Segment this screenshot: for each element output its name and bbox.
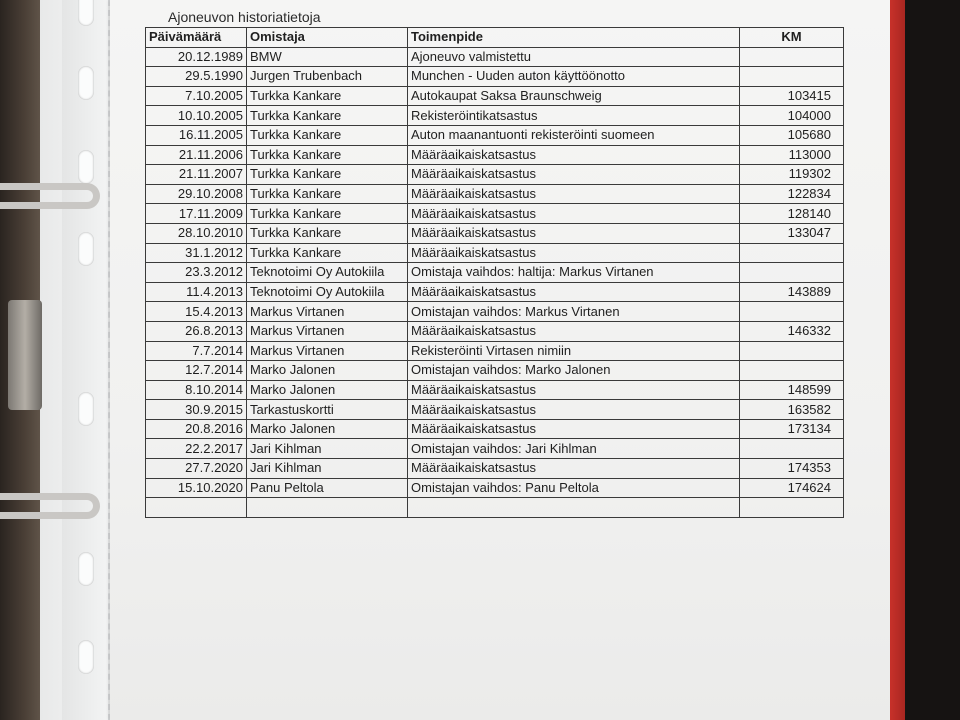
cell-date: 30.9.2015 (146, 400, 247, 420)
cell-km: 104000 (740, 106, 844, 126)
cell-owner: Turkka Kankare (247, 204, 408, 224)
cell-km (740, 439, 844, 459)
cell-action: Omistajan vaihdos: Panu Peltola (408, 478, 740, 498)
cell-action: Määräaikaiskatsastus (408, 321, 740, 341)
cell-km: 146332 (740, 321, 844, 341)
table-row (146, 204, 844, 224)
cell-owner: Turkka Kankare (247, 106, 408, 126)
cell-km: 103415 (740, 86, 844, 106)
cell-action: Auton maanantuonti rekisteröinti suomeen (408, 125, 740, 145)
header-owner: Omistaja (247, 28, 408, 48)
punch-hole (78, 0, 94, 26)
cell-km: 122834 (740, 184, 844, 204)
cell-action: Määräaikaiskatsastus (408, 419, 740, 439)
cell-km: 105680 (740, 125, 844, 145)
cell-date: 7.7.2014 (146, 341, 247, 361)
cell-owner (247, 498, 408, 518)
cell-km: 119302 (740, 165, 844, 185)
table-row (146, 86, 844, 106)
cell-owner: Markus Virtanen (247, 321, 408, 341)
table-row (146, 341, 844, 361)
punch-hole (78, 640, 94, 674)
cell-action: Määräaikaiskatsastus (408, 400, 740, 420)
cell-action: Omistajan vaihdos: Marko Jalonen (408, 361, 740, 381)
cell-owner: Turkka Kankare (247, 145, 408, 165)
table-row (146, 321, 844, 341)
cell-action: Rekisteröinti Virtasen nimiin (408, 341, 740, 361)
table-row (146, 67, 844, 87)
table-row (146, 282, 844, 302)
cell-owner: Teknotoimi Oy Autokiila (247, 263, 408, 283)
table-row (146, 380, 844, 400)
cell-km (740, 243, 844, 263)
cell-owner: Jari Kihlman (247, 459, 408, 479)
cell-owner: Turkka Kankare (247, 125, 408, 145)
cell-action: Rekisteröintikatsastus (408, 106, 740, 126)
table-row (146, 302, 844, 322)
cell-km: 133047 (740, 223, 844, 243)
cell-owner: Turkka Kankare (247, 86, 408, 106)
cell-date: 20.8.2016 (146, 419, 247, 439)
cell-owner: Teknotoimi Oy Autokiila (247, 282, 408, 302)
cell-date: 20.12.1989 (146, 47, 247, 67)
cell-km: 174353 (740, 459, 844, 479)
table-body (146, 47, 844, 517)
cell-owner: Tarkastuskortti (247, 400, 408, 420)
binder-ring (0, 183, 100, 209)
table-row (146, 459, 844, 479)
table-row (146, 125, 844, 145)
cell-km: 148599 (740, 380, 844, 400)
table-row (146, 498, 844, 518)
cell-action: Omistajan vaihdos: Jari Kihlman (408, 439, 740, 459)
cell-owner: Turkka Kankare (247, 184, 408, 204)
cell-km: 143889 (740, 282, 844, 302)
cell-date: 29.5.1990 (146, 67, 247, 87)
table-row (146, 223, 844, 243)
cell-owner: Marko Jalonen (247, 380, 408, 400)
cell-action: Määräaikaiskatsastus (408, 459, 740, 479)
cell-owner: Turkka Kankare (247, 223, 408, 243)
binder-ring (0, 493, 100, 519)
table-row (146, 361, 844, 381)
background-surface (905, 0, 960, 720)
cell-action: Määräaikaiskatsastus (408, 380, 740, 400)
cell-owner: Markus Virtanen (247, 341, 408, 361)
table-row (146, 400, 844, 420)
cell-km (740, 67, 844, 87)
cell-date: 11.4.2013 (146, 282, 247, 302)
cell-km (740, 302, 844, 322)
table-row (146, 145, 844, 165)
cell-date: 27.7.2020 (146, 459, 247, 479)
cell-action: Määräaikaiskatsastus (408, 243, 740, 263)
cell-date: 23.3.2012 (146, 263, 247, 283)
cell-km: 174624 (740, 478, 844, 498)
cell-owner: Jari Kihlman (247, 439, 408, 459)
cell-owner: Turkka Kankare (247, 243, 408, 263)
cell-km (740, 498, 844, 518)
cell-action: Ajoneuvo valmistettu (408, 47, 740, 67)
cell-date: 26.8.2013 (146, 321, 247, 341)
cell-owner: Jurgen Trubenbach (247, 67, 408, 87)
table-row (146, 106, 844, 126)
cell-km (740, 47, 844, 67)
cell-action: Omistajan vaihdos: Markus Virtanen (408, 302, 740, 322)
table-row (146, 184, 844, 204)
cell-date: 21.11.2006 (146, 145, 247, 165)
table-header-row (146, 28, 844, 48)
table-row (146, 439, 844, 459)
cell-date (146, 498, 247, 518)
header-date: Päivämäärä (146, 28, 247, 48)
cell-action: Määräaikaiskatsastus (408, 204, 740, 224)
cell-km: 163582 (740, 400, 844, 420)
cell-date: 10.10.2005 (146, 106, 247, 126)
table-row (146, 243, 844, 263)
cell-date: 21.11.2007 (146, 165, 247, 185)
punch-hole (78, 552, 94, 586)
cell-date: 16.11.2005 (146, 125, 247, 145)
cell-action (408, 498, 740, 518)
cell-action: Määräaikaiskatsastus (408, 145, 740, 165)
punch-hole (78, 66, 94, 100)
cell-date: 31.1.2012 (146, 243, 247, 263)
cell-owner: Markus Virtanen (247, 302, 408, 322)
binder-mechanism (8, 300, 42, 410)
cell-km (740, 361, 844, 381)
cell-date: 15.10.2020 (146, 478, 247, 498)
cell-km (740, 263, 844, 283)
cell-owner: Marko Jalonen (247, 361, 408, 381)
punch-hole (78, 392, 94, 426)
cell-action: Munchen - Uuden auton käyttöönotto (408, 67, 740, 87)
cell-date: 29.10.2008 (146, 184, 247, 204)
cell-km: 128140 (740, 204, 844, 224)
punch-hole (78, 150, 94, 184)
table-row (146, 263, 844, 283)
cell-date: 17.11.2009 (146, 204, 247, 224)
cell-date: 8.10.2014 (146, 380, 247, 400)
cell-owner: Marko Jalonen (247, 419, 408, 439)
header-action: Toimenpide (408, 28, 740, 48)
cell-date: 28.10.2010 (146, 223, 247, 243)
cell-date: 12.7.2014 (146, 361, 247, 381)
vehicle-history-table (145, 27, 844, 518)
cell-action: Määräaikaiskatsastus (408, 165, 740, 185)
document-title: Ajoneuvon historiatietoja (168, 9, 321, 25)
cell-date: 7.10.2005 (146, 86, 247, 106)
cell-action: Autokaupat Saksa Braunschweig (408, 86, 740, 106)
cell-owner: BMW (247, 47, 408, 67)
cell-date: 22.2.2017 (146, 439, 247, 459)
cell-km (740, 341, 844, 361)
table-row (146, 419, 844, 439)
cell-action: Omistaja vaihdos: haltija: Markus Virtanen (408, 263, 740, 283)
cell-owner: Turkka Kankare (247, 165, 408, 185)
header-km: KM (740, 28, 844, 48)
punch-hole (78, 232, 94, 266)
table-row (146, 165, 844, 185)
cell-km: 173134 (740, 419, 844, 439)
table-row (146, 478, 844, 498)
cell-action: Määräaikaiskatsastus (408, 184, 740, 204)
cell-action: Määräaikaiskatsastus (408, 282, 740, 302)
cell-date: 15.4.2013 (146, 302, 247, 322)
cell-km: 113000 (740, 145, 844, 165)
table-row (146, 47, 844, 67)
sleeve-punch-strip (62, 0, 110, 720)
cell-owner: Panu Peltola (247, 478, 408, 498)
cell-action: Määräaikaiskatsastus (408, 223, 740, 243)
